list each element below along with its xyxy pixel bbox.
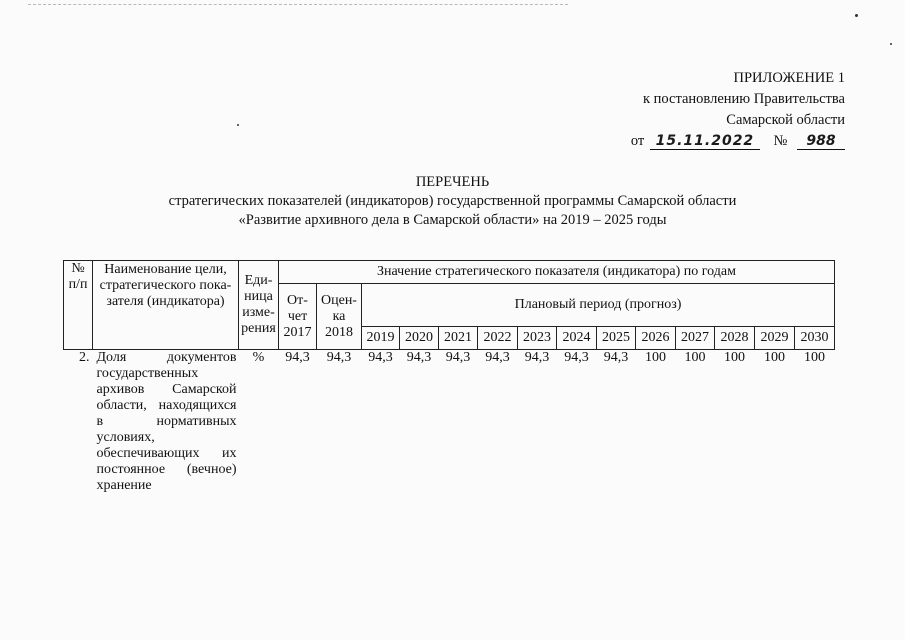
header-value-group: Значение стратегического показателя (индикатора) по годам <box>279 261 835 284</box>
row-year-value: 94,3 <box>368 350 393 365</box>
row-year-value: 94,3 <box>524 350 550 365</box>
row-indicator-name: Доля документов государственных архивов Самарской области, находящихся в нормативных условиях, обеспечивающих их постоянное (вечное) хранение <box>96 350 237 493</box>
header-year: 2030 <box>795 326 835 349</box>
title-line-1: стратегических показателей (индикаторов) государственной программы Самарской области <box>168 193 737 209</box>
row-year-value: 100 <box>724 350 745 365</box>
header-year: 2019 <box>362 326 400 349</box>
row-report-value: 94,3 <box>285 350 310 365</box>
header-name: Наименование цели, стратегического пока-зателя (индикатора) <box>93 261 239 350</box>
indicators-table <box>63 260 835 494</box>
header-estimate: Оцен-ка 2018 <box>317 284 362 350</box>
header-unit: Еди-ница изме-рения <box>239 261 279 350</box>
appendix-date-row <box>605 131 845 152</box>
handwritten-number: 988 <box>797 133 845 150</box>
appendix-region: Самарской области <box>726 112 845 128</box>
header-year: 2023 <box>518 326 557 349</box>
row-year-value: 100 <box>645 350 666 365</box>
header-year: 2027 <box>676 326 715 349</box>
header-year: 2022 <box>478 326 518 349</box>
row-year-value: 94,3 <box>445 350 471 365</box>
document-title <box>0 173 905 230</box>
header-year: 2026 <box>636 326 676 349</box>
scan-speck <box>890 43 892 45</box>
handwritten-date: 15.11.2022 <box>650 133 760 150</box>
scan-speck <box>855 14 858 17</box>
title-heading: ПЕРЕЧЕНЬ <box>415 174 490 190</box>
row-year-value: 94,3 <box>603 350 629 365</box>
row-num: 2. <box>79 350 90 365</box>
row-year-value: 100 <box>684 350 706 365</box>
row-year-value: 100 <box>764 350 785 365</box>
appendix-resolution: к постановлению Правительства <box>643 91 845 107</box>
title-line-2: «Развитие архивного дела в Самарской области» на 2019 – 2025 годы <box>238 212 667 228</box>
row-year-value: 94,3 <box>485 350 510 365</box>
row-year-value: 94,3 <box>564 350 589 365</box>
header-year: 2020 <box>400 326 439 349</box>
number-prefix: № <box>773 133 788 149</box>
header-year: 2021 <box>439 326 478 349</box>
scan-artifact-line <box>28 4 568 5</box>
row-unit: % <box>252 350 265 365</box>
header-planned: Плановый период (прогноз) <box>362 284 835 327</box>
row-estimate-value: 94,3 <box>326 350 352 365</box>
appendix-header <box>605 68 845 152</box>
header-year: 2028 <box>715 326 755 349</box>
header-num: № п/п <box>64 261 93 350</box>
header-year: 2025 <box>597 326 636 349</box>
table-row <box>64 350 835 495</box>
appendix-label: ПРИЛОЖЕНИЕ 1 <box>733 70 845 86</box>
row-year-value: 94,3 <box>406 350 432 365</box>
scan-speck <box>237 124 239 126</box>
header-year: 2024 <box>557 326 597 349</box>
header-year: 2029 <box>755 326 795 349</box>
date-prefix: от <box>630 133 645 149</box>
header-report: От-чет 2017 <box>279 284 317 350</box>
row-year-value: 100 <box>804 350 825 365</box>
